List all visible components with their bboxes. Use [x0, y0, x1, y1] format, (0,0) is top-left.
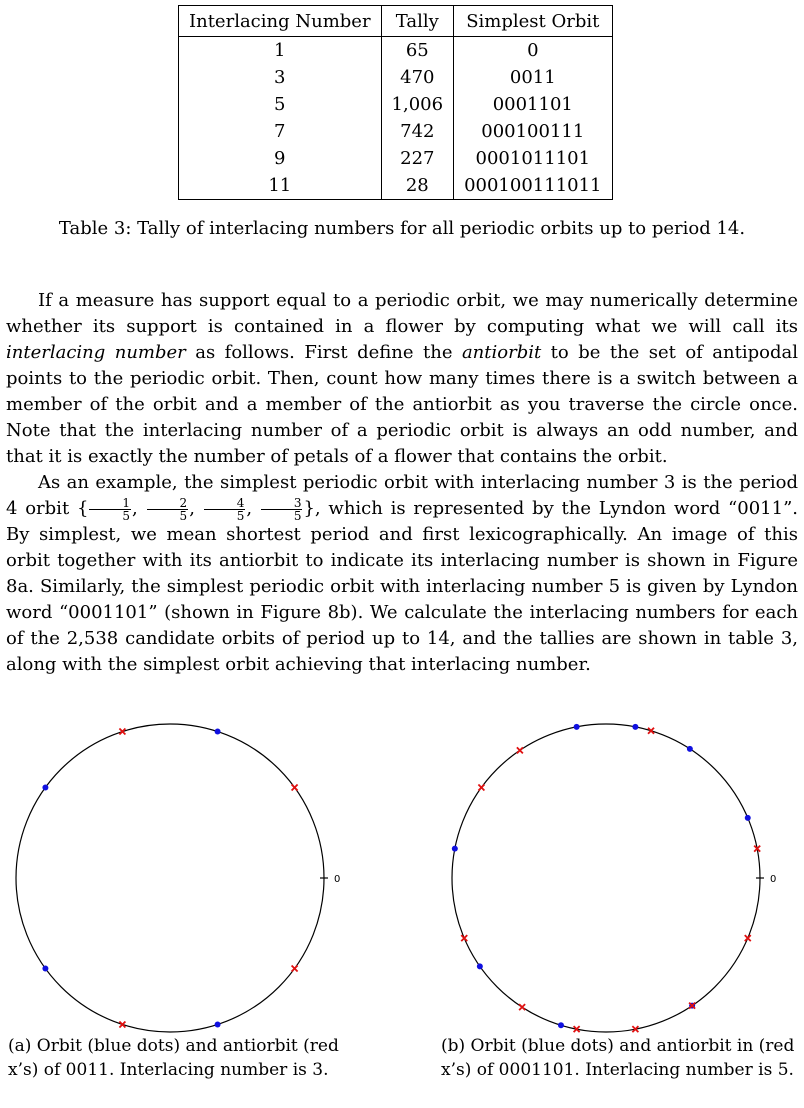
figure-8b-caption [441, 1034, 801, 1082]
table-caption: Table 3: Tally of interlacing numbers for all periodic orbits up to period 14. [58, 218, 746, 239]
caption-line: (b) Orbit (blue dots) and antiorbit in (red [441, 1036, 795, 1056]
table-cell: 28 [381, 172, 454, 200]
table-row [179, 145, 613, 172]
orbit-point [215, 729, 221, 735]
tally-table [178, 5, 613, 200]
figure-8b-circle-plot [444, 722, 784, 1034]
text-run: If a measure has support equal to a periodic orbit, we may numerically determine whether its support is contained in a flower by computing what we will call its [6, 290, 798, 337]
unit-circle [452, 724, 760, 1032]
orbit-point [574, 724, 580, 730]
antiorbit-cross [292, 784, 298, 790]
table-cell: 1 [179, 37, 382, 65]
denominator: 5 [293, 508, 302, 523]
table-cell: 227 [381, 145, 454, 172]
denominator: 5 [122, 508, 131, 523]
paragraph-2: As an example, the simplest periodic orbit with interlacing number 3 is the period 4 orbit { $\frac{1}{5}$ , $\frac{2}{5}$ , $\frac{4}{5}$ , $\frac{3}{5}$ }, which is represented by the Lyndon word “0011”. By simplest, we mean shortest period and first lexicographically. An image of this orbit together with its antiorbit to indicate its interlacing number is shown in Figure 8a. Similarly, the simplest periodic orbit with interlacing number 5 is given by Lyndon word “0001101” (shown in Figure 8b). We calculate the interlacing numbers for each of the 2,538 candidate orbits of period up to 14, and the tallies are shown in table 3, along with the simplest orbit achieving that interlacing number. [6, 472, 798, 675]
table-row [179, 64, 613, 91]
table-row [179, 118, 613, 145]
zero-label: 0 [334, 874, 341, 885]
unit-circle [16, 724, 324, 1032]
antiorbit-cross [119, 729, 125, 735]
table-cell: 65 [381, 37, 454, 65]
table-cell: 5 [179, 91, 382, 118]
orbit-point [687, 746, 693, 752]
caption-line: (a) Orbit (blue dots) and antiorbit (red [8, 1036, 339, 1056]
numerator: 3 [261, 497, 303, 510]
table-row [179, 172, 613, 200]
header-tally: Tally [381, 6, 454, 37]
antiorbit-cross [745, 935, 751, 941]
orbit-point [745, 815, 751, 821]
table-cell: 0001101 [454, 91, 612, 118]
table-cell: 9 [179, 145, 382, 172]
antiorbit-cross [461, 935, 467, 941]
figure-8a-circle-plot [8, 722, 348, 1034]
denominator: 5 [236, 508, 245, 523]
text-run: As an example, the simplest periodic orbit with interlacing number 3 is the period 4 orbit { [6, 472, 798, 519]
fraction [147, 497, 189, 522]
fraction [89, 497, 131, 522]
antiorbit-cross [519, 1004, 525, 1010]
antiorbit-cross [517, 747, 523, 753]
term-interlacing-number: interlacing number [6, 342, 186, 363]
zero-label: 0 [770, 874, 777, 885]
text-run: as follows. First define the [185, 342, 462, 363]
caption-line: x’s) of 0011. Interlacing number is 3. [8, 1060, 329, 1080]
numerator: 2 [147, 497, 189, 510]
antiorbit-cross [292, 966, 298, 972]
fraction [261, 497, 303, 522]
table-cell: 0 [454, 37, 612, 65]
table-cell: 7 [179, 118, 382, 145]
orbit-point [477, 963, 483, 969]
antiorbit-cross [648, 728, 654, 734]
orbit-point [42, 966, 48, 972]
table-cell: 0011 [454, 64, 612, 91]
table-cell: 0001011101 [454, 145, 612, 172]
numerator: 4 [204, 497, 246, 510]
fraction [204, 497, 246, 522]
table-cell: 1,006 [381, 91, 454, 118]
table-cell: 3 [179, 64, 382, 91]
denominator: 5 [179, 508, 188, 523]
term-antiorbit: antiorbit [461, 342, 542, 363]
table-cell: 742 [381, 118, 454, 145]
antiorbit-cross [478, 784, 484, 790]
orbit-point [558, 1022, 564, 1028]
table-row [179, 91, 613, 118]
antiorbit-cross [119, 1021, 125, 1027]
table-cell: 470 [381, 64, 454, 91]
paragraph-1 [6, 288, 798, 470]
orbit-point [42, 784, 48, 790]
table-cell: 000100111 [454, 118, 612, 145]
caption-line: x’s) of 0001101. Interlacing number is 5. [441, 1060, 794, 1080]
table-cell: 11 [179, 172, 382, 200]
table-header-row [179, 6, 613, 37]
numerator: 1 [89, 497, 131, 510]
header-interlacing-number: Interlacing Number [179, 6, 382, 37]
text-run: to be the set of antipodal points to the periodic orbit. Then, count how many times there is a switch between a member of the orbit and a member of the antiorbit as you traverse the circle once. Note that the interlacing number of a periodic orbit is always an odd number, and that it is exactly the number of petals of a flower that contains the orbit. [6, 342, 798, 467]
table-row [179, 37, 613, 65]
table-cell: 000100111011 [454, 172, 612, 200]
orbit-point [215, 1021, 221, 1027]
header-simplest-orbit: Simplest Orbit [454, 6, 612, 37]
orbit-point [632, 724, 638, 730]
figure-8a-caption [8, 1034, 368, 1082]
text-run: }, which is represented by the Lyndon word “0011”. By simplest, we mean shortest period and first lexicographically. An image of this orbit together with its antiorbit to indicate its interlacing number is shown in Figure 8a. Similarly, the simplest periodic orbit with interlacing number 5 is given by Lyndon word “0001101” (shown in Figure 8b). We calculate the interlacing numbers for each of the 2,538 candidate orbits of period up to 14, and the tallies are shown in table 3, along with the simplest orbit achieving that interlacing number. [6, 498, 798, 675]
body-text [6, 288, 798, 678]
orbit-point [452, 846, 458, 852]
